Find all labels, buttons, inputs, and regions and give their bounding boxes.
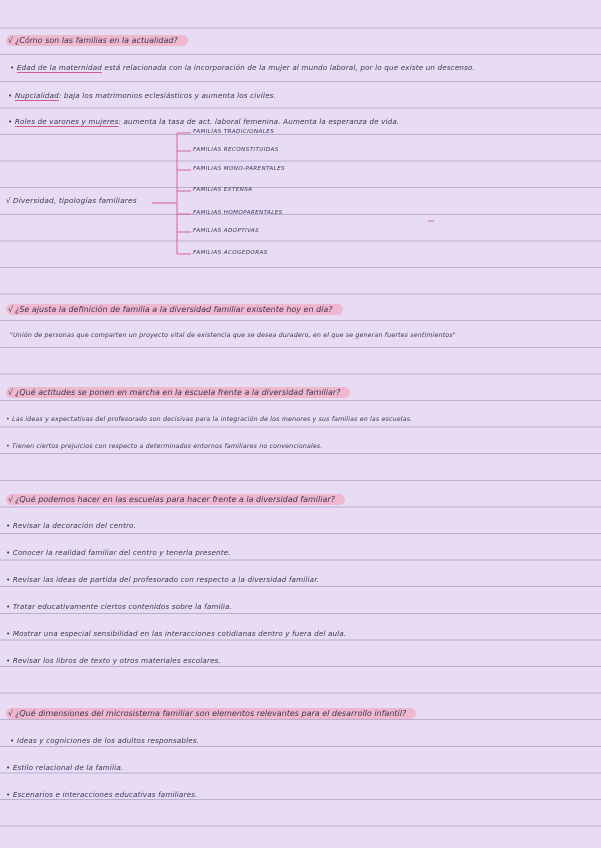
- check-mark-icon: √: [8, 495, 14, 504]
- diversity-typologies: √ Diversidad, tipologías familiares: [6, 196, 137, 205]
- family-definition-quote: "Unión de personas que comparten un proyecto vital de existencia que se desea duradero, en el que se generan fuertes sentimientos": [10, 332, 456, 339]
- action-item: • Conocer la realidad familiar del centro y tenerla presente.: [6, 548, 231, 557]
- dimension-item: • Estilo relacional de la familia.: [6, 763, 124, 772]
- dimension-item: • Escenarios e interacciones educativas familiares.: [6, 790, 198, 799]
- bullet-nuptiality: • Nupcialidad: baja los matrimonios eclesiásticos y aumenta los civiles.: [8, 91, 276, 100]
- action-item: • Revisar los libros de texto y otros materiales escolares.: [6, 656, 221, 665]
- question-microsystem-dimensions: √ ¿Qué dimensiones del microsistema familiar son elementos relevantes para el desarrollo infantil?: [6, 708, 416, 719]
- branch-foster: FAMILIAS ACOGEDORAS: [193, 250, 268, 256]
- check-mark-icon: √: [8, 709, 14, 718]
- dimension-item: • Ideas y cogniciones de los adultos responsables.: [10, 736, 200, 745]
- action-item: • Tratar educativamente ciertos contenidos sobre la familia.: [6, 602, 232, 611]
- action-item: • Revisar las ideas de partida del profesorado con respecto a la diversidad familiar.: [6, 575, 320, 584]
- branch-extended: FAMILIAS EXTENSA: [193, 187, 253, 193]
- action-item: • Mostrar una especial sensibilidad en las interacciones cotidianas dentro y fuera del aula.: [6, 629, 347, 638]
- question-family-definition: √ ¿Se ajusta la definición de familia a la diversidad familiar existente hoy en día?: [6, 304, 343, 315]
- branch-reconstituted: FAMILIAS RECONSTITUIDAS: [193, 147, 279, 153]
- action-item: • Revisar la decoración del centro.: [6, 521, 137, 530]
- branch-same-sex: FAMILIAS HOMOPARENTALES: [193, 210, 283, 216]
- branch-traditional: FAMILIAS TRADICIONALES: [193, 129, 275, 135]
- branch-adoptive: FAMILIAS ADOPTIVAS: [193, 228, 260, 234]
- check-mark-icon: √: [8, 305, 14, 314]
- check-mark-icon: √: [8, 388, 14, 397]
- highlight-nuptiality: Nupcialidad: [14, 91, 59, 100]
- question-school-attitudes: √ ¿Qué actitudes se ponen en marcha en la escuela frente a la diversidad familiar?: [6, 387, 350, 398]
- highlight-maternity-age: Edad de la maternidad: [16, 63, 102, 72]
- check-mark-icon: √: [6, 196, 11, 205]
- question-school-actions: √ ¿Qué podemos hacer en las escuelas para hacer frente a la diversidad familiar?: [6, 494, 345, 505]
- highlight-gender-roles: Roles de varones y mujeres: [14, 117, 119, 126]
- attitude-item: • Las ideas y expectativas del profesorado son decisivas para la integración de los menores y sus familias en las escuelas.: [6, 416, 413, 423]
- bullet-maternity-age: • Edad de la maternidad está relacionada con la incorporación de la mujer al mundo laboral, por lo que existe un descenso.: [10, 63, 475, 72]
- branch-single-parent: FAMILIAS MONO-PARENTALES: [193, 166, 286, 172]
- attitude-item: • Tienen ciertos prejuicios con respecto a determinados entornos familiares no convencionales.: [6, 443, 323, 450]
- bullet-gender-roles: • Roles de varones y mujeres: aumenta la tasa de act. laboral femenina. Aumenta la esperanza de vida.: [8, 117, 400, 126]
- question-families-today: √ ¿Cómo son las familias en la actualidad?: [6, 35, 188, 46]
- check-mark-icon: √: [8, 36, 14, 45]
